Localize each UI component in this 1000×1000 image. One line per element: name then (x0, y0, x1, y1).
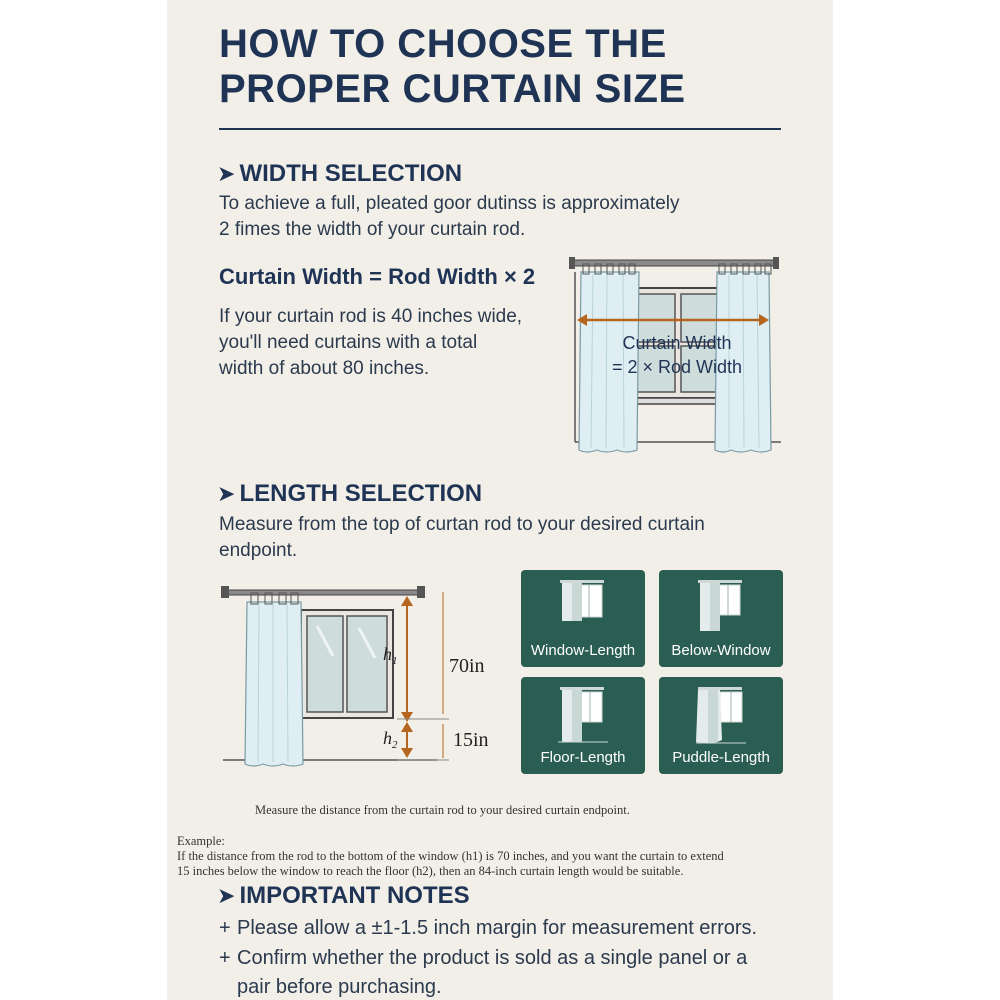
width-example-line2: you'll need curtains with a total (219, 332, 478, 353)
h2-arrow-icon (401, 722, 413, 758)
floor-length-icon (558, 684, 608, 746)
puddle-length-icon (696, 684, 746, 746)
page-title (219, 22, 686, 112)
window-icon (301, 610, 393, 718)
example-note (177, 834, 724, 879)
chevron-right-icon: ➤ (217, 161, 236, 186)
h2-label: $h_2$ (383, 728, 398, 751)
curtain-panel-icon (245, 593, 303, 766)
width-heading-text: WIDTH SELECTION (239, 160, 463, 187)
h1-label: $h_1$ (383, 644, 398, 667)
curtain-rod-icon (221, 586, 425, 598)
length-diagram (217, 576, 507, 776)
length-intro-line1: Measure from the top of curtan rod to your desired curtain (219, 514, 705, 535)
h1-value: 70in (449, 655, 485, 677)
length-heading-text: LENGTH SELECTION (239, 480, 483, 507)
note-item-1-text: Please allow a ±1-1.5 inch margin for measurement errors. (237, 917, 758, 939)
diagram-label-line1: Curtain Width (622, 333, 732, 353)
style-label-below-window: Below-Window (671, 642, 771, 659)
example-line2: 15 inches below the window to reach the floor (h2), then an 84-inch curtain length would be suitable. (177, 864, 684, 878)
note-item-2 (219, 944, 747, 1000)
notes-heading-text: IMPORTANT NOTES (239, 882, 470, 909)
style-card-floor-length (521, 677, 645, 774)
plus-icon: + (219, 947, 231, 969)
width-example-line3: width of about 80 inches. (219, 358, 430, 379)
width-diagram (569, 252, 789, 462)
h1-arrow-icon (401, 596, 413, 722)
notes-section-heading (217, 882, 470, 910)
style-card-puddle-length (659, 677, 783, 774)
style-card-below-window (659, 570, 783, 667)
infographic-page (167, 0, 833, 1000)
window-length-icon (558, 577, 608, 639)
chevron-right-icon: ➤ (217, 481, 236, 506)
note-item-2-line1: Confirm whether the product is sold as a single panel or a (237, 947, 748, 969)
length-intro-line2: endpoint. (219, 540, 298, 561)
style-label-floor-length: Floor-Length (540, 749, 626, 766)
width-section-heading (217, 160, 462, 188)
note-item-2-line2: pair before purchasing. (237, 976, 442, 998)
below-window-icon (696, 577, 746, 639)
page-title-line1: HOW TO CHOOSE THE (219, 22, 667, 66)
width-example-line1: If your curtain rod is 40 inches wide, (219, 306, 523, 327)
width-intro-line2: 2 fimes the width of your curtain rod. (219, 219, 526, 240)
plus-icon: + (219, 917, 231, 939)
note-item-1 (219, 914, 757, 943)
diagram-label-line2: = 2 × Rod Width (611, 357, 743, 377)
h2-value: 15in (453, 729, 489, 751)
example-line1: If the distance from the rod to the bottom of the window (h1) is 70 inches, and you want the curtain to extend (177, 849, 724, 863)
length-section-heading (217, 480, 482, 508)
style-label-puddle-length: Puddle-Length (672, 749, 770, 766)
style-label-window-length: Window-Length (530, 642, 636, 659)
width-intro-line1: To achieve a full, pleated goor dutinss is approximately (219, 193, 680, 214)
title-divider (219, 128, 781, 130)
page-title-line2: PROPER CURTAIN SIZE (219, 67, 686, 111)
width-formula: Curtain Width = Rod Width × 2 (219, 264, 536, 289)
example-heading: Example: (177, 834, 225, 848)
style-card-window-length (521, 570, 645, 667)
chevron-right-icon: ➤ (217, 883, 236, 908)
length-intro (219, 512, 705, 564)
width-intro (219, 191, 679, 243)
length-caption: Measure the distance from the curtain rod to your desired curtain endpoint. (255, 803, 630, 817)
curtain-length-styles (521, 570, 783, 774)
width-example (219, 304, 522, 382)
